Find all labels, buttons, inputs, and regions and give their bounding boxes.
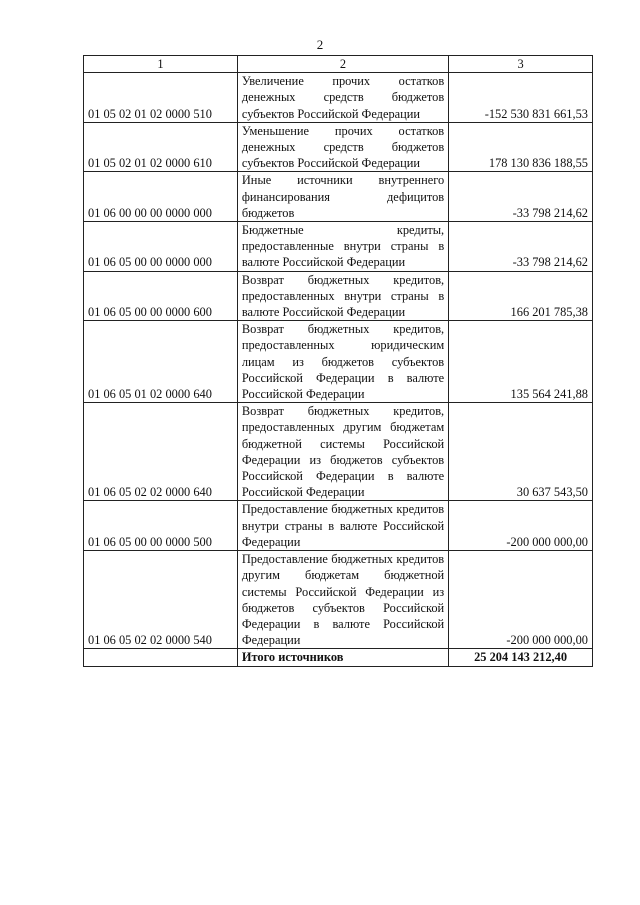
budget-code: 01 06 05 00 00 0000 500 bbox=[84, 501, 238, 551]
column-header-2: 2 bbox=[237, 56, 448, 73]
header-row bbox=[84, 56, 593, 73]
amount: -200 000 000,00 bbox=[449, 551, 593, 649]
financing-sources-table bbox=[83, 55, 593, 667]
budget-code: 01 06 05 01 02 0000 640 bbox=[84, 321, 238, 403]
source-name: Возврат бюджетных кредитов, предоставленных другим бюджетам бюджетной системы Российской Федерации из бюджетов субъектов Российской Федерации в валюте Российской Федерации bbox=[237, 403, 448, 501]
table-row bbox=[84, 73, 593, 123]
total-code bbox=[84, 649, 238, 666]
table-row bbox=[84, 551, 593, 649]
budget-code: 01 06 05 02 02 0000 540 bbox=[84, 551, 238, 649]
table-row bbox=[84, 271, 593, 321]
table-row bbox=[84, 501, 593, 551]
total-row bbox=[84, 649, 593, 666]
budget-code: 01 05 02 01 02 0000 610 bbox=[84, 122, 238, 172]
source-name: Возврат бюджетных кредитов, предоставленных юридическим лицам из бюджетов субъектов Российской Федерации в валюте Российской Федерации bbox=[237, 321, 448, 403]
source-name: Иные источники внутреннего финансирования дефицитов бюджетов bbox=[237, 172, 448, 222]
table-row bbox=[84, 122, 593, 172]
table-row bbox=[84, 403, 593, 501]
amount: -152 530 831 661,53 bbox=[449, 73, 593, 123]
source-name: Увеличение прочих остатков денежных средств бюджетов субъектов Российской Федерации bbox=[237, 73, 448, 123]
amount: 30 637 543,50 bbox=[449, 403, 593, 501]
budget-code: 01 06 00 00 00 0000 000 bbox=[84, 172, 238, 222]
source-name: Предоставление бюджетных кредитов внутри страны в валюте Российской Федерации bbox=[237, 501, 448, 551]
total-amount: 25 204 143 212,40 bbox=[449, 649, 593, 666]
budget-code: 01 06 05 00 00 0000 600 bbox=[84, 271, 238, 321]
source-name: Бюджетные кредиты, предоставленные внутри страны в валюте Российской Федерации bbox=[237, 222, 448, 272]
source-name: Предоставление бюджетных кредитов другим бюджетам бюджетной системы Российской Федерации из бюджетов субъектов Российской Федерации в валюте Российской Федерации bbox=[237, 551, 448, 649]
amount: 178 130 836 188,55 bbox=[449, 122, 593, 172]
source-name: Уменьшение прочих остатков денежных средств бюджетов субъектов Российской Федерации bbox=[237, 122, 448, 172]
total-label: Итого источников bbox=[237, 649, 448, 666]
budget-code: 01 06 05 00 00 0000 000 bbox=[84, 222, 238, 272]
page-number: 2 bbox=[316, 37, 324, 52]
amount: 135 564 241,88 bbox=[449, 321, 593, 403]
table-row bbox=[84, 172, 593, 222]
budget-code: 01 06 05 02 02 0000 640 bbox=[84, 403, 238, 501]
column-header-1: 1 bbox=[84, 56, 238, 73]
amount: -33 798 214,62 bbox=[449, 222, 593, 272]
amount: 166 201 785,38 bbox=[449, 271, 593, 321]
source-name: Возврат бюджетных кредитов, предоставленных внутри страны в валюте Российской Федерации bbox=[237, 271, 448, 321]
table-row bbox=[84, 321, 593, 403]
column-header-3: 3 bbox=[449, 56, 593, 73]
table-row bbox=[84, 222, 593, 272]
amount: -200 000 000,00 bbox=[449, 501, 593, 551]
amount: -33 798 214,62 bbox=[449, 172, 593, 222]
budget-code: 01 05 02 01 02 0000 510 bbox=[84, 73, 238, 123]
